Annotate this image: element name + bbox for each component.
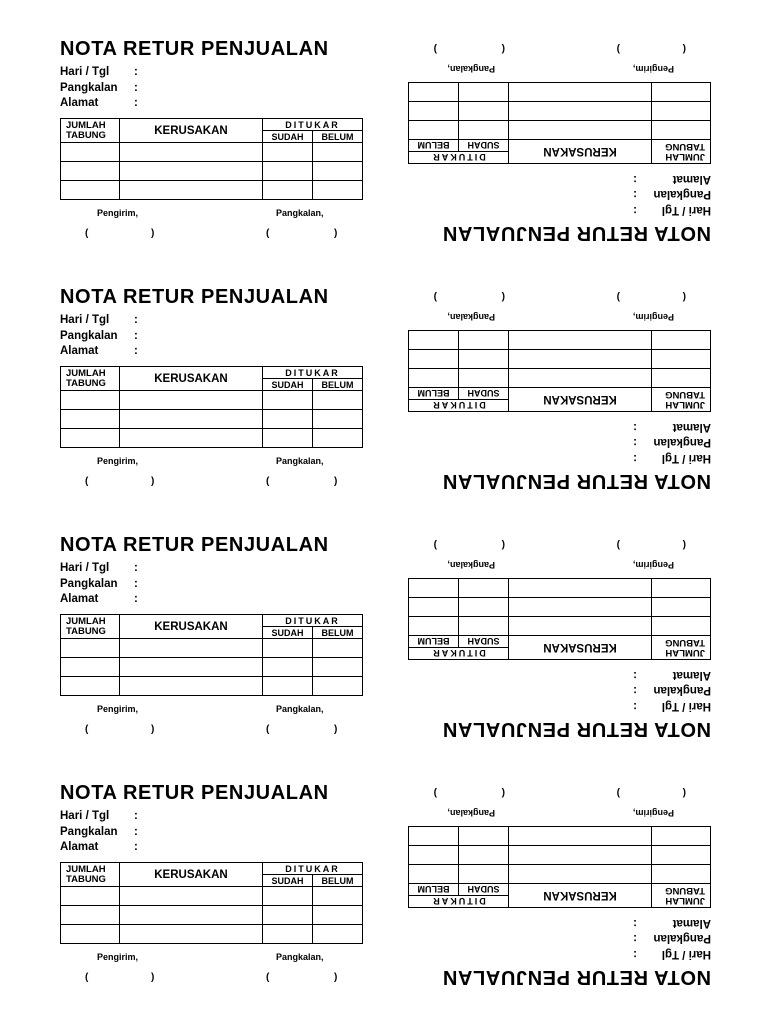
table-row — [409, 865, 711, 884]
table-row — [409, 102, 711, 121]
pengirim-open-paren: ( — [85, 228, 89, 239]
pengirim-label: Pengirim, — [97, 456, 139, 466]
table-row — [61, 925, 363, 944]
field-hari-tgl: Hari / Tgl : — [633, 452, 711, 464]
pengirim-open-paren: ( — [85, 476, 89, 487]
pangkalan-open-paren: ( — [266, 228, 270, 239]
form-fields — [60, 562, 144, 609]
pengirim-label: Pengirim, — [632, 808, 674, 818]
header-belum: BELUM — [313, 875, 363, 887]
retur-table — [408, 826, 711, 908]
form-fields — [627, 666, 711, 713]
field-alamat: Alamat : — [60, 841, 138, 853]
pengirim-open-paren: ( — [682, 291, 686, 302]
header-sudah: SUDAH — [263, 131, 313, 143]
header-sudah: SUDAH — [263, 379, 313, 391]
pangkalan-close-paren: ) — [334, 972, 338, 983]
field-hari-tgl: Hari / Tgl : — [60, 810, 138, 822]
pengirim-label: Pengirim, — [97, 208, 139, 218]
header-jumlah-tabung: JUMLAH TABUNG — [61, 615, 120, 639]
retur-table — [60, 614, 363, 696]
table-row — [409, 598, 711, 617]
field-alamat: Alamat : — [60, 97, 138, 109]
field-alamat: Alamat : — [60, 593, 138, 605]
pangkalan-close-paren: ) — [433, 539, 437, 550]
header-jumlah-tabung: JUMLAH TABUNG — [652, 388, 711, 412]
table-row — [61, 887, 363, 906]
pangkalan-close-paren: ) — [433, 291, 437, 302]
field-pangkalan: Pangkalan : — [633, 188, 711, 201]
retur-table — [60, 118, 363, 200]
header-belum: BELUM — [409, 140, 459, 152]
pengirim-close-paren: ) — [151, 724, 155, 735]
field-pangkalan: Pangkalan : — [60, 577, 138, 590]
header-ditukar: DITUKAR — [409, 400, 509, 412]
retur-form — [60, 534, 370, 744]
retur-form — [60, 782, 370, 992]
pangkalan-close-paren: ) — [334, 724, 338, 735]
retur-table — [408, 82, 711, 164]
pengirim-open-paren: ( — [85, 724, 89, 735]
header-belum: BELUM — [409, 884, 459, 896]
table-row — [409, 827, 711, 846]
form-fields — [60, 66, 144, 113]
form-title: NOTA RETUR PENJUALAN — [442, 470, 711, 492]
header-belum: BELUM — [313, 627, 363, 639]
retur-form-rotated — [401, 34, 711, 244]
pengirim-close-paren: ) — [151, 476, 155, 487]
header-kerusakan: KERUSAKAN — [120, 863, 263, 887]
table-row — [61, 658, 363, 677]
pengirim-label: Pengirim, — [632, 312, 674, 322]
form-title: NOTA RETUR PENJUALAN — [60, 534, 329, 556]
pengirim-close-paren: ) — [616, 291, 620, 302]
pangkalan-open-paren: ( — [501, 539, 505, 550]
table-row — [61, 181, 363, 200]
pangkalan-close-paren: ) — [433, 787, 437, 798]
header-kerusakan: KERUSAKAN — [509, 884, 652, 908]
field-hari-tgl: Hari / Tgl : — [633, 204, 711, 216]
form-fields — [627, 170, 711, 217]
header-jumlah-tabung: JUMLAH TABUNG — [652, 636, 711, 660]
pengirim-close-paren: ) — [616, 787, 620, 798]
table-row — [61, 677, 363, 696]
form-fields — [60, 810, 144, 857]
header-kerusakan: KERUSAKAN — [509, 140, 652, 164]
pengirim-label: Pengirim, — [632, 560, 674, 570]
header-ditukar: DITUKAR — [409, 152, 509, 164]
pengirim-close-paren: ) — [151, 972, 155, 983]
field-hari-tgl: Hari / Tgl : — [60, 314, 138, 326]
header-ditukar: DITUKAR — [263, 367, 363, 379]
field-hari-tgl: Hari / Tgl : — [633, 948, 711, 960]
pangkalan-label: Pangkalan, — [447, 312, 495, 322]
pangkalan-open-paren: ( — [501, 787, 505, 798]
pangkalan-label: Pangkalan, — [276, 208, 324, 218]
field-pangkalan: Pangkalan : — [60, 81, 138, 94]
pengirim-open-paren: ( — [85, 972, 89, 983]
field-pangkalan: Pangkalan : — [633, 684, 711, 697]
form-fields — [627, 418, 711, 465]
field-hari-tgl: Hari / Tgl : — [60, 562, 138, 574]
pengirim-label: Pengirim, — [97, 952, 139, 962]
table-row — [61, 143, 363, 162]
table-row — [409, 579, 711, 598]
header-sudah: SUDAH — [459, 140, 509, 152]
header-kerusakan: KERUSAKAN — [120, 119, 263, 143]
table-row — [61, 391, 363, 410]
pengirim-close-paren: ) — [616, 43, 620, 54]
retur-form-rotated — [401, 778, 711, 988]
header-sudah: SUDAH — [263, 627, 313, 639]
pengirim-label: Pengirim, — [632, 64, 674, 74]
retur-form — [60, 38, 370, 248]
table-row — [409, 350, 711, 369]
table-row — [409, 83, 711, 102]
pangkalan-label: Pangkalan, — [276, 952, 324, 962]
retur-table — [408, 330, 711, 412]
field-pangkalan: Pangkalan : — [60, 329, 138, 342]
header-ditukar: DITUKAR — [263, 119, 363, 131]
header-ditukar: DITUKAR — [409, 648, 509, 660]
pangkalan-label: Pangkalan, — [447, 560, 495, 570]
table-row — [61, 162, 363, 181]
header-sudah: SUDAH — [459, 388, 509, 400]
header-sudah: SUDAH — [263, 875, 313, 887]
field-hari-tgl: Hari / Tgl : — [60, 66, 138, 78]
form-title: NOTA RETUR PENJUALAN — [442, 966, 711, 988]
header-ditukar: DITUKAR — [409, 896, 509, 908]
header-jumlah-tabung: JUMLAH TABUNG — [652, 140, 711, 164]
header-belum: BELUM — [409, 388, 459, 400]
field-pangkalan: Pangkalan : — [633, 932, 711, 945]
form-title: NOTA RETUR PENJUALAN — [442, 222, 711, 244]
field-pangkalan: Pangkalan : — [633, 436, 711, 449]
pengirim-close-paren: ) — [616, 539, 620, 550]
form-title: NOTA RETUR PENJUALAN — [60, 38, 329, 60]
retur-table — [60, 862, 363, 944]
table-row — [409, 331, 711, 350]
table-row — [61, 906, 363, 925]
form-fields — [627, 914, 711, 961]
header-jumlah-tabung: JUMLAH TABUNG — [61, 367, 120, 391]
pangkalan-label: Pangkalan, — [276, 456, 324, 466]
pangkalan-open-paren: ( — [501, 291, 505, 302]
pangkalan-open-paren: ( — [266, 724, 270, 735]
field-alamat: Alamat : — [633, 669, 711, 681]
table-row — [409, 846, 711, 865]
header-belum: BELUM — [409, 636, 459, 648]
header-ditukar: DITUKAR — [263, 863, 363, 875]
retur-form — [60, 286, 370, 496]
pangkalan-close-paren: ) — [334, 228, 338, 239]
pengirim-open-paren: ( — [682, 539, 686, 550]
pengirim-open-paren: ( — [682, 787, 686, 798]
pangkalan-close-paren: ) — [334, 476, 338, 487]
table-row — [61, 410, 363, 429]
retur-table — [408, 578, 711, 660]
pangkalan-label: Pangkalan, — [447, 64, 495, 74]
field-alamat: Alamat : — [633, 173, 711, 185]
pengirim-open-paren: ( — [682, 43, 686, 54]
table-row — [61, 639, 363, 658]
field-pangkalan: Pangkalan : — [60, 825, 138, 838]
header-jumlah-tabung: JUMLAH TABUNG — [652, 884, 711, 908]
pangkalan-label: Pangkalan, — [447, 808, 495, 818]
header-kerusakan: KERUSAKAN — [509, 636, 652, 660]
field-alamat: Alamat : — [633, 917, 711, 929]
table-row — [409, 369, 711, 388]
pangkalan-open-paren: ( — [266, 476, 270, 487]
form-title: NOTA RETUR PENJUALAN — [60, 782, 329, 804]
retur-form-rotated — [401, 530, 711, 740]
header-jumlah-tabung: JUMLAH TABUNG — [61, 119, 120, 143]
table-row — [409, 121, 711, 140]
pangkalan-label: Pangkalan, — [276, 704, 324, 714]
field-alamat: Alamat : — [60, 345, 138, 357]
table-row — [61, 429, 363, 448]
header-belum: BELUM — [313, 379, 363, 391]
form-title: NOTA RETUR PENJUALAN — [60, 286, 329, 308]
table-row — [409, 617, 711, 636]
retur-form-rotated — [401, 282, 711, 492]
retur-table — [60, 366, 363, 448]
field-hari-tgl: Hari / Tgl : — [633, 700, 711, 712]
field-alamat: Alamat : — [633, 421, 711, 433]
form-title: NOTA RETUR PENJUALAN — [442, 718, 711, 740]
header-kerusakan: KERUSAKAN — [120, 615, 263, 639]
header-sudah: SUDAH — [459, 884, 509, 896]
form-fields — [60, 314, 144, 361]
header-jumlah-tabung: JUMLAH TABUNG — [61, 863, 120, 887]
header-belum: BELUM — [313, 131, 363, 143]
header-ditukar: DITUKAR — [263, 615, 363, 627]
pengirim-close-paren: ) — [151, 228, 155, 239]
header-sudah: SUDAH — [459, 636, 509, 648]
header-kerusakan: KERUSAKAN — [120, 367, 263, 391]
header-kerusakan: KERUSAKAN — [509, 388, 652, 412]
pengirim-label: Pengirim, — [97, 704, 139, 714]
pangkalan-close-paren: ) — [433, 43, 437, 54]
pangkalan-open-paren: ( — [501, 43, 505, 54]
pangkalan-open-paren: ( — [266, 972, 270, 983]
